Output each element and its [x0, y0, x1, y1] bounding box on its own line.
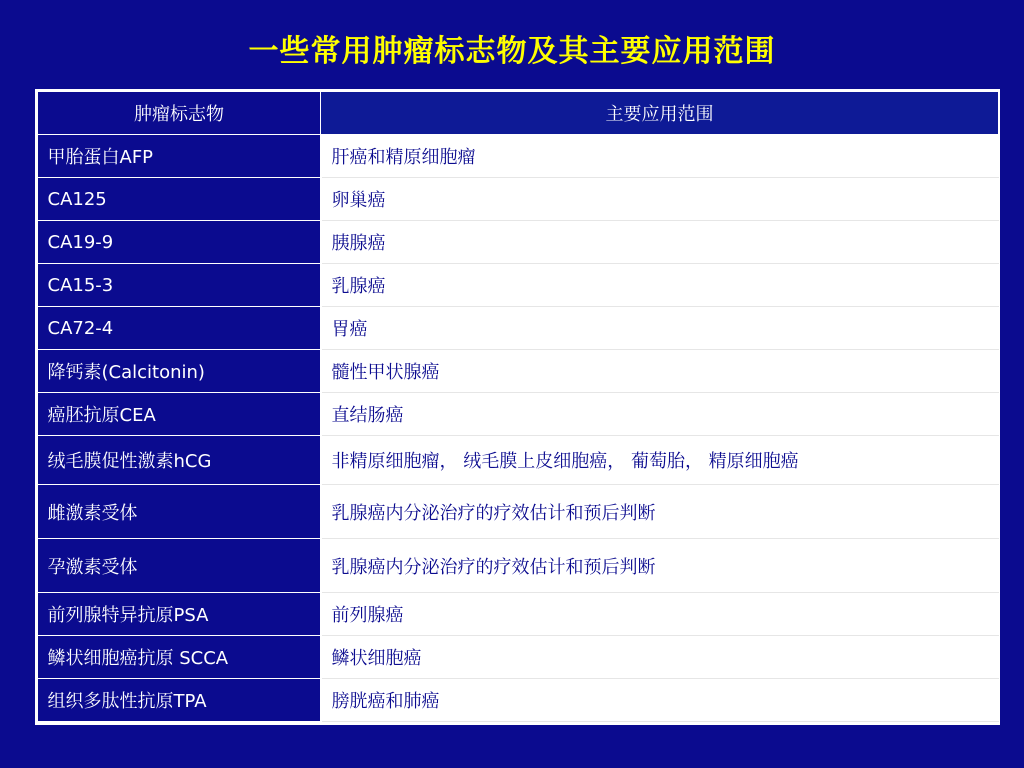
scope-cell: 前列腺癌: [321, 593, 999, 636]
marker-cell: CA125: [38, 178, 321, 221]
slide-title: 一些常用肿瘤标志物及其主要应用范围: [248, 34, 776, 69]
marker-cell: 前列腺特异抗原PSA: [38, 593, 321, 636]
scope-cell: 乳腺癌内分泌治疗的疗效估计和预后判断: [321, 485, 999, 539]
marker-table-grid: [37, 91, 999, 722]
table-row: [38, 178, 999, 221]
table-row: [38, 436, 999, 485]
scope-cell: 膀胱癌和肺癌: [321, 679, 999, 722]
marker-cell: 孕激素受体: [38, 539, 321, 593]
scope-cell: 乳腺癌内分泌治疗的疗效估计和预后判断: [321, 539, 999, 593]
table-row: [38, 636, 999, 679]
marker-cell: 甲胎蛋白AFP: [38, 135, 321, 178]
table-row: [38, 135, 999, 178]
scope-cell: 乳腺癌: [321, 264, 999, 307]
tumor-marker-table: [35, 89, 1000, 725]
scope-cell: 胃癌: [321, 307, 999, 350]
marker-cell: 降钙素(Calcitonin): [38, 350, 321, 393]
table-row: [38, 679, 999, 722]
marker-cell: CA19-9: [38, 221, 321, 264]
scope-cell: 直结肠癌: [321, 393, 999, 436]
marker-cell: 癌胚抗原CEA: [38, 393, 321, 436]
scope-cell: 肝癌和精原细胞瘤: [321, 135, 999, 178]
table-row: [38, 264, 999, 307]
table-row: [38, 539, 999, 593]
marker-cell: 雌激素受体: [38, 485, 321, 539]
marker-cell: 绒毛膜促性激素hCG: [38, 436, 321, 485]
header-scope: 主要应用范围: [321, 92, 999, 135]
table-header-row: [38, 92, 999, 135]
marker-cell: CA15-3: [38, 264, 321, 307]
table-row: [38, 307, 999, 350]
table-row: [38, 221, 999, 264]
scope-cell: 胰腺癌: [321, 221, 999, 264]
header-marker: 肿瘤标志物: [38, 92, 321, 135]
marker-cell: 组织多肽性抗原TPA: [38, 679, 321, 722]
scope-cell: 髓性甲状腺癌: [321, 350, 999, 393]
table-row: [38, 350, 999, 393]
table-row: [38, 593, 999, 636]
scope-cell: 非精原细胞瘤， 绒毛膜上皮细胞癌， 葡萄胎， 精原细胞癌: [321, 436, 999, 485]
scope-cell: 卵巢癌: [321, 178, 999, 221]
marker-cell: CA72-4: [38, 307, 321, 350]
scope-cell: 鳞状细胞癌: [321, 636, 999, 679]
table-row: [38, 393, 999, 436]
marker-cell: 鳞状细胞癌抗原 SCCA: [38, 636, 321, 679]
table-row: [38, 485, 999, 539]
